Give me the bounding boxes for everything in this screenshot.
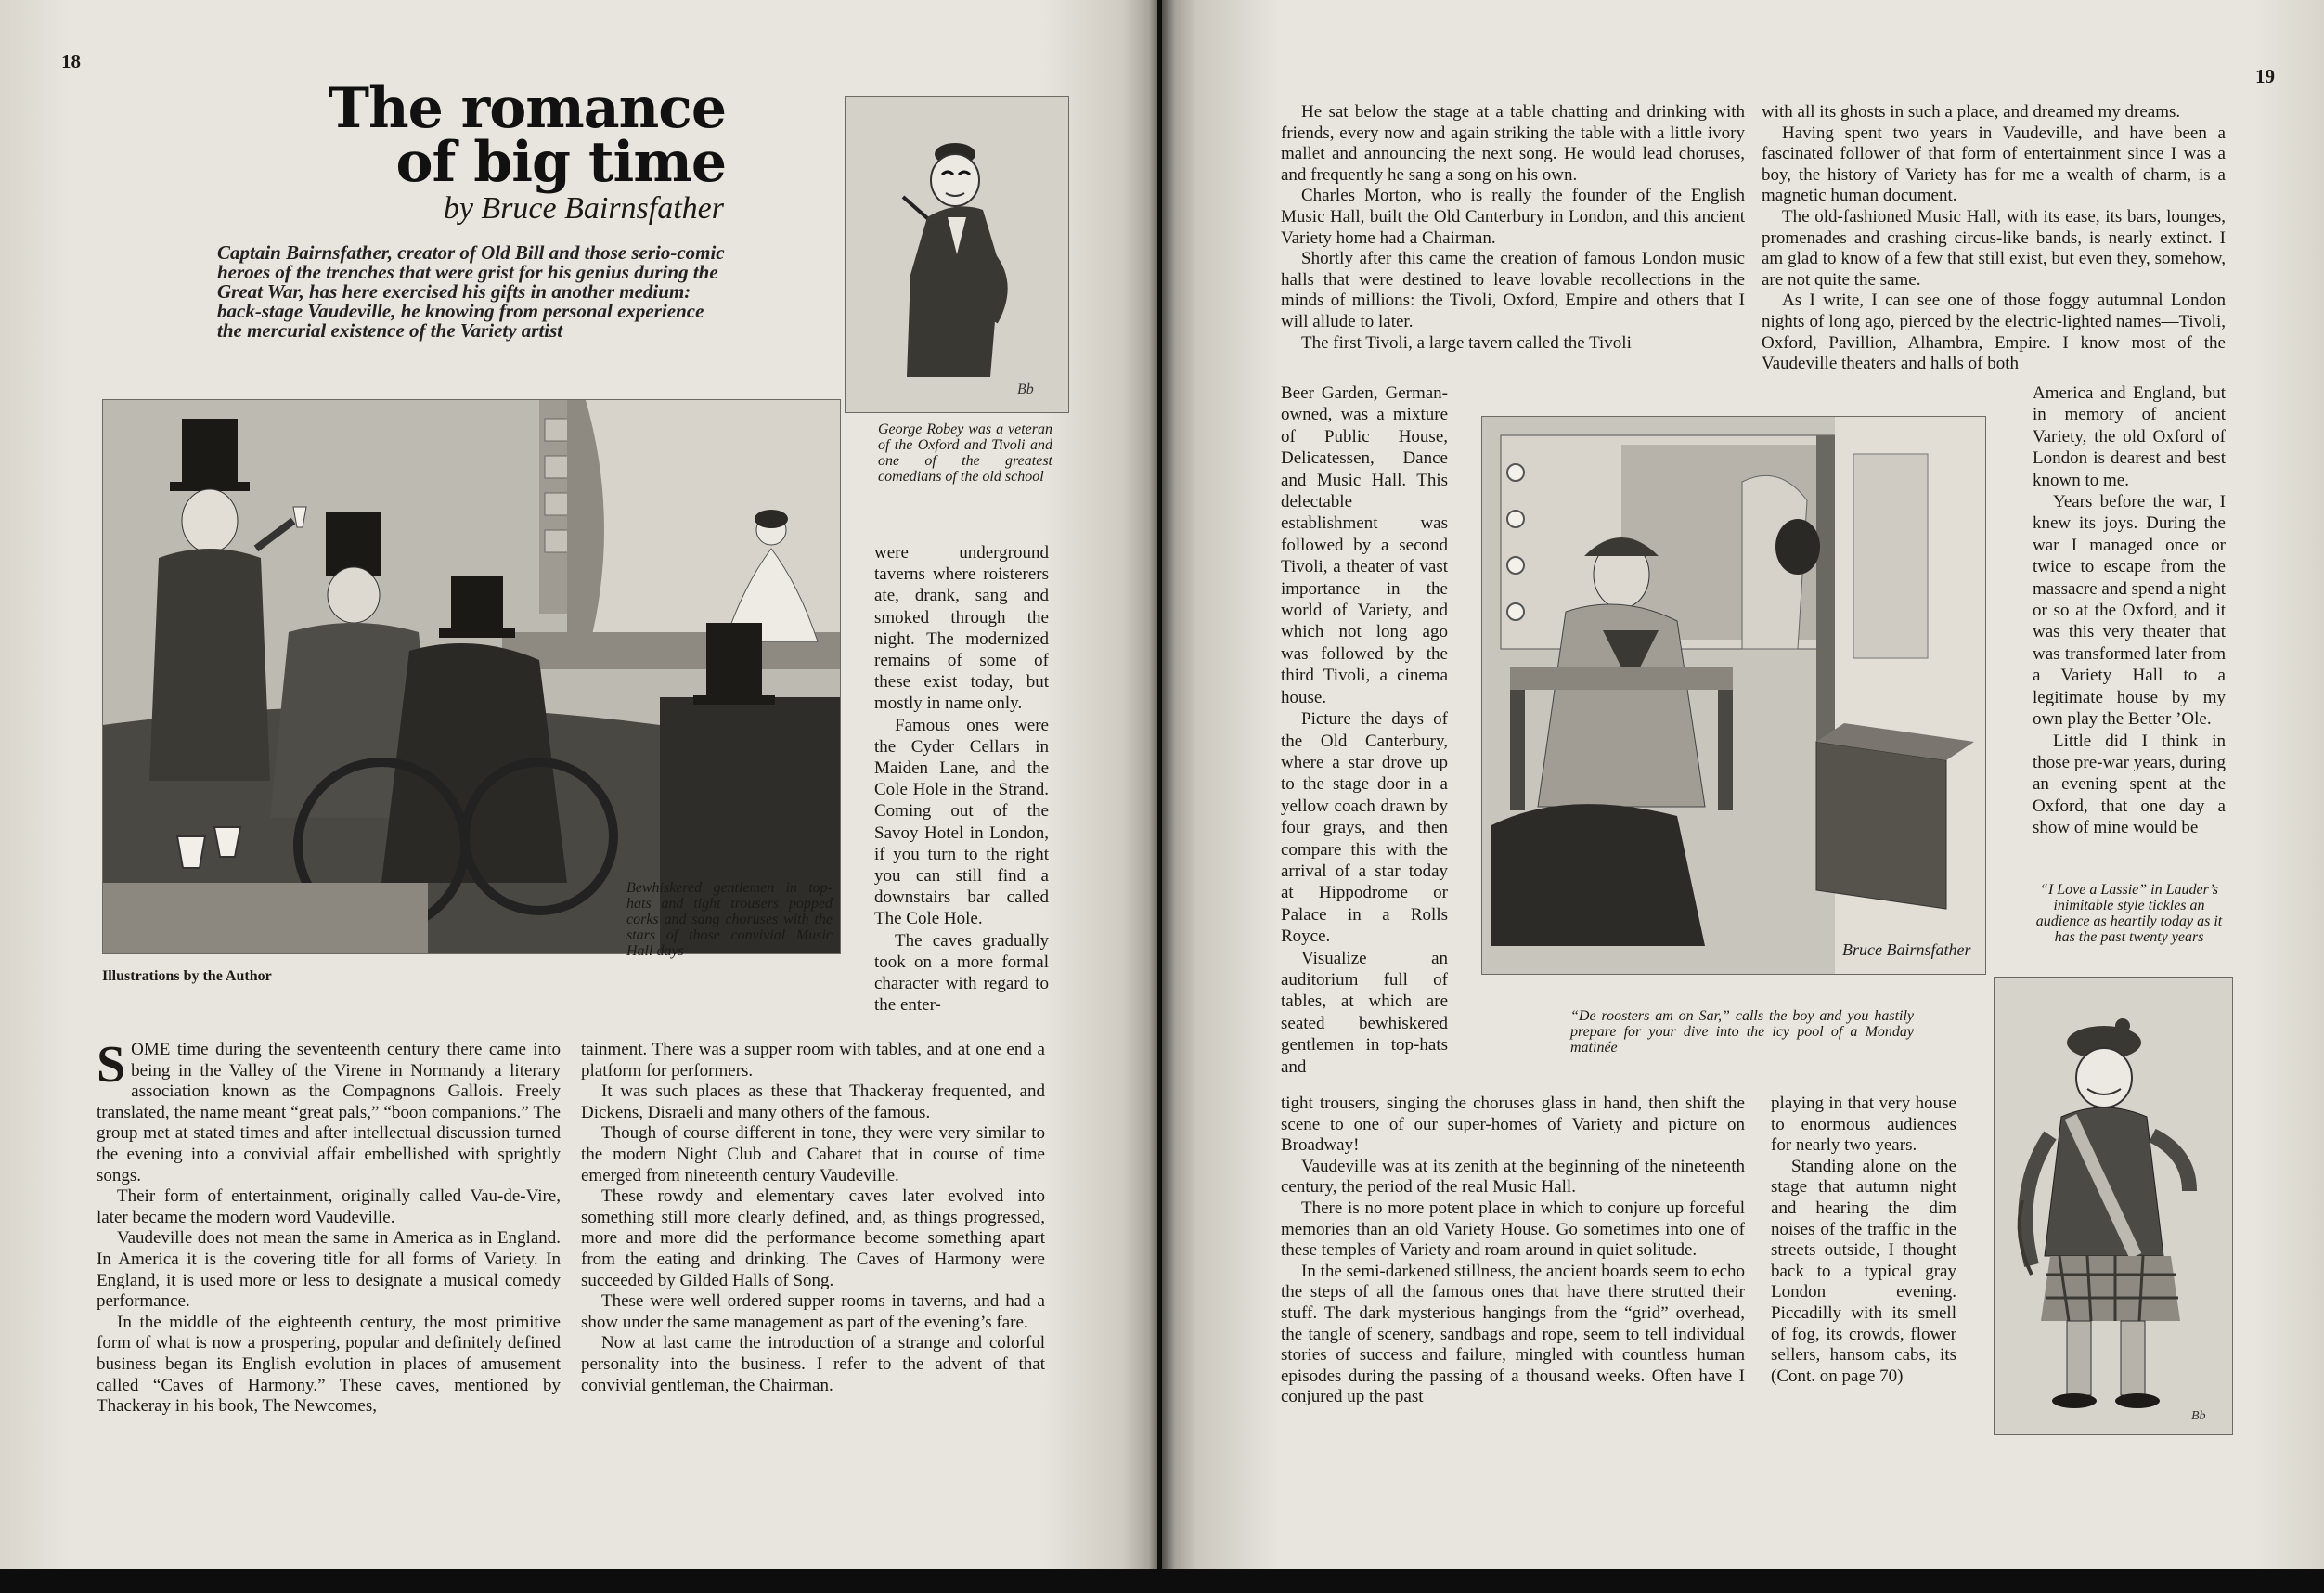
harry-lauder-illustration: [1994, 977, 2233, 1435]
opening-paragraph: [97, 1036, 561, 1186]
caption-bewhiskered-gentlemen: Bewhiskered gentlemen in top-hats and tight trousers popped corks and sang choruses with the stars of those convivial Music Hall days: [626, 880, 833, 959]
paragraph: The first Tivoli, a large tavern called the Tivoli: [1301, 332, 1632, 353]
left-page-narrow-column: [874, 542, 1049, 1016]
caption-love-a-lassie: “I Love a Lassie” in Lauder’s inimitable style tickles an audience as heartily today as it has the past twenty years: [2035, 882, 2223, 945]
paragraph: tight trousers, singing the choruses glass in hand, then shift the scene to one of our super-homes of Variety and picture on Broadway!: [1281, 1094, 1745, 1156]
paragraph: Now at last came the introduction of a strange and colorful personality into the business. I refer to the advent of that convivial gentleman, the Chairman.: [581, 1333, 1045, 1395]
paragraph: In the semi-darkened stillness, the ancient boards seem to echo the steps of all the famous ones that have there strutted their stuff. The dark mysterious hangings from the “grid” overhead, the tangle of scenery, sandbags and rope, seem to tell individual stories of success and failure, mingled with countless human episodes during the passing of a thousand weeks. Often have I conjured up the past: [1281, 1261, 1746, 1407]
left-page-column-2: [581, 1040, 1045, 1396]
paragraph: The old-fashioned Music Hall, with its ease, its bars, lounges, promenades and crashing circus-like bands, is nearly extinct. I am glad to know of a few that still exist, but even they, somehow, are not quite the same.: [1762, 206, 2226, 290]
article-title: [139, 76, 726, 195]
title-line-1: The romance: [328, 76, 726, 141]
paragraph: Vaudeville was at its zenith at the beginning of the nineteenth century, the period of the real Music Hall.: [1281, 1156, 1745, 1198]
book-gutter: [1149, 0, 1175, 1593]
byline: by Bruce Bairnsfather: [443, 191, 724, 226]
paragraph: America and England, but in memory of ancient Variety, the old Oxford of London is dearest and best known to me.: [2033, 383, 2226, 490]
paragraph: The caves gradually took on a more formal character with regard to the enter-: [874, 930, 1049, 1016]
paragraph: He sat below the stage at a table chatting and drinking with friends, every now and again striking the table with a little ivory mallet and announcing the next song. He would lead choruses, and frequently he sang a song on his own.: [1281, 102, 1745, 185]
page-number: 19: [2255, 65, 2275, 87]
right-page-column-2-bottom: [1771, 1094, 1956, 1387]
right-page-column-1-narrow: [1281, 382, 1448, 1078]
paragraph: As I write, I can see one of those foggy autumnal London nights of long ago, pierced by the electric-lighted names—Tivoli, Oxford, Pavillion, Alhambra, Empire. I know most of the Vaudeville theaters and halls of both: [1762, 291, 2226, 374]
right-page: [1162, 0, 2324, 1593]
paragraph: In the middle of the eighteenth century, the most primitive form of what is now a prospering, popular and definitely defined business began its English evolution in places of amusement called “Caves of Harmony.” These caves, mentioned by Thackeray in his book, The Newcomes,: [97, 1312, 561, 1417]
page-number: 18: [61, 50, 81, 72]
right-page-column-2-narrow: [2033, 382, 2226, 839]
svg-text:Bb: Bb: [1017, 382, 1034, 397]
article-deck: Captain Bairnsfather, creator of Old Bill and those serio-comic heroes of the trenches that were grist for his genius during the Great War, has here exercised his gifts in another medium: back-stage Vaudeville, he knowing from personal experience the mercurial existence of the Variety artist: [217, 241, 725, 342]
right-page-column-1-top: [1281, 102, 1745, 354]
george-robey-illustration: [845, 96, 1069, 413]
paragraph: with all its ghosts in such a place, and dreamed my dreams.: [1762, 102, 2181, 122]
paragraph: Picture the days of the Old Canterbury, where a star drove up to the stage door in a yellow coach drawn by four grays, and then compare this with the arrival of a star today at Hippodrome or Palace in a Rolls Royce.: [1281, 709, 1448, 947]
paragraph: Years before the war, I knew its joys. During the war I managed once or twice to escape from the massacre and spend a night or so at the Oxford, and it was this very theater that was transformed later from a Variety Hall to a legitimate house by my own play the Better ’Ole.: [2033, 492, 2226, 730]
paragraph: Shortly after this came the creation of famous London music halls that were destined to leave lovable recollections in the minds of millions: the Tivoli, Oxford, Empire and others that I will allude to later.: [1281, 249, 1745, 331]
paragraph: Beer Garden, German-owned, was a mixture of Public House, Delicatessen, Dance and Music Hall. This delectable establishment was followed by a second Tivoli, a theater of vast importance in the world of Variety, and which not long ago was followed by the third Tivoli, a cinema house.: [1281, 383, 1448, 707]
illustration-credit: Illustrations by the Author: [102, 968, 272, 984]
svg-text:Bb: Bb: [2191, 1409, 2206, 1423]
title-line-2: of big time: [395, 130, 726, 195]
paragraph: Charles Morton, who is really the founder of the English Music Hall, built the Old Canterbury in London, and this ancient Variety home had a Chairman.: [1281, 186, 1745, 248]
right-page-column-2-top: [1762, 102, 2226, 375]
dressing-room-illustration: [1481, 416, 1986, 975]
paragraph: It was such places as these that Thackeray frequented, and Dickens, Disraeli and many others of the famous.: [581, 1081, 1045, 1122]
paragraph: These were well ordered supper rooms in taverns, and had a show under the same management as part of the evening’s fare.: [581, 1291, 1045, 1332]
caption-george-robey: George Robey was a veteran of the Oxford and Tivoli and one of the greatest comedians of the old school: [878, 421, 1052, 485]
paragraph: Having spent two years in Vaudeville, and have been a fascinated follower of that form of entertainment since I was a boy, the history of Variety has for me a wealth of charm, is a magnetic human document.: [1762, 123, 2226, 206]
paragraph: were underground taverns where roisterers ate, drank, sang and smoked through the night. The modernized remains of some of these exist today, but mostly in name only.: [874, 543, 1049, 714]
paragraph: Vaudeville does not mean the same in America as in England. In America it is the covering title for all forms of Variety. In England, it is used more or less to designate a musical comedy performance.: [97, 1228, 561, 1312]
drop-cap: S: [97, 1036, 126, 1094]
left-page-column-1: [97, 1036, 561, 1418]
paragraph: Their form of entertainment, originally called Vau-de-Vire, later became the modern word Vaudeville.: [97, 1186, 561, 1227]
paragraph: There is no more potent place in which to conjure up forceful memories than an old Variety House. Go sometimes into one of these temples of Variety and roam around in quiet solitude.: [1281, 1198, 1745, 1261]
paragraph: Famous ones were the Cyder Cellars in Maiden Lane, and the Cole Hole in the Strand. Coming out of the Savoy Hotel in London, if you turn to the right you can still find a downstairs bar called The Cole Hole.: [874, 715, 1049, 929]
caption-roosters: “De roosters am on Sar,” calls the boy and you hastily prepare for your dive into the icy pool of a Monday matinée: [1570, 1008, 1914, 1056]
paragraph: playing in that very house to enormous audiences for nearly two years.: [1771, 1094, 1956, 1156]
paragraph: tainment. There was a supper room with tables, and at one end a platform for performers.: [581, 1040, 1045, 1081]
opening-text: OME time during the seventeenth century there came into being in the Valley of the Virene in Normandy a literary association known as the Compagnons Gallois. Freely translated, the name meant “great pals,” “boon companions.” The group met at stated times and after intellectual discussion turned the evening into a convivial affair embellished with sprightly songs.: [97, 1040, 561, 1185]
paragraph: These rowdy and elementary caves later evolved into something still more clearly defined, and, as things progressed, more and more did the performance become something apart from the eating and drinking. The Caves of Harmony were succeeded by Gilded Halls of Song.: [581, 1186, 1045, 1290]
paragraph: Little did I think in those pre-war years, during an evening spent at the Oxford, that one day a show of mine would be: [2033, 731, 2226, 838]
bottom-edge: [0, 1569, 2324, 1593]
paragraph: Though of course different in tone, they were very similar to the modern Night Club and Cabaret that in course of time emerged from nineteenth century Vaudeville.: [581, 1123, 1045, 1185]
illustration-signature: Bruce Bairnsfather: [1842, 940, 1971, 959]
paragraph: Standing alone on the stage that autumn night and hearing the dim noises of the traffic in the streets outside, I thought back to a typical gray London evening. Piccadilly with its smell of fog, its crowds, flower sellers, hansom cabs, its (Cont. on page 70): [1771, 1156, 1956, 1386]
right-page-column-1-bottom: [1281, 1094, 1745, 1408]
paragraph: Visualize an auditorium full of tables, at which are seated bewhiskered gentlemen in top-hats and: [1281, 948, 1448, 1077]
music-hall-bar-illustration: [102, 399, 841, 954]
left-page: [0, 0, 1157, 1593]
